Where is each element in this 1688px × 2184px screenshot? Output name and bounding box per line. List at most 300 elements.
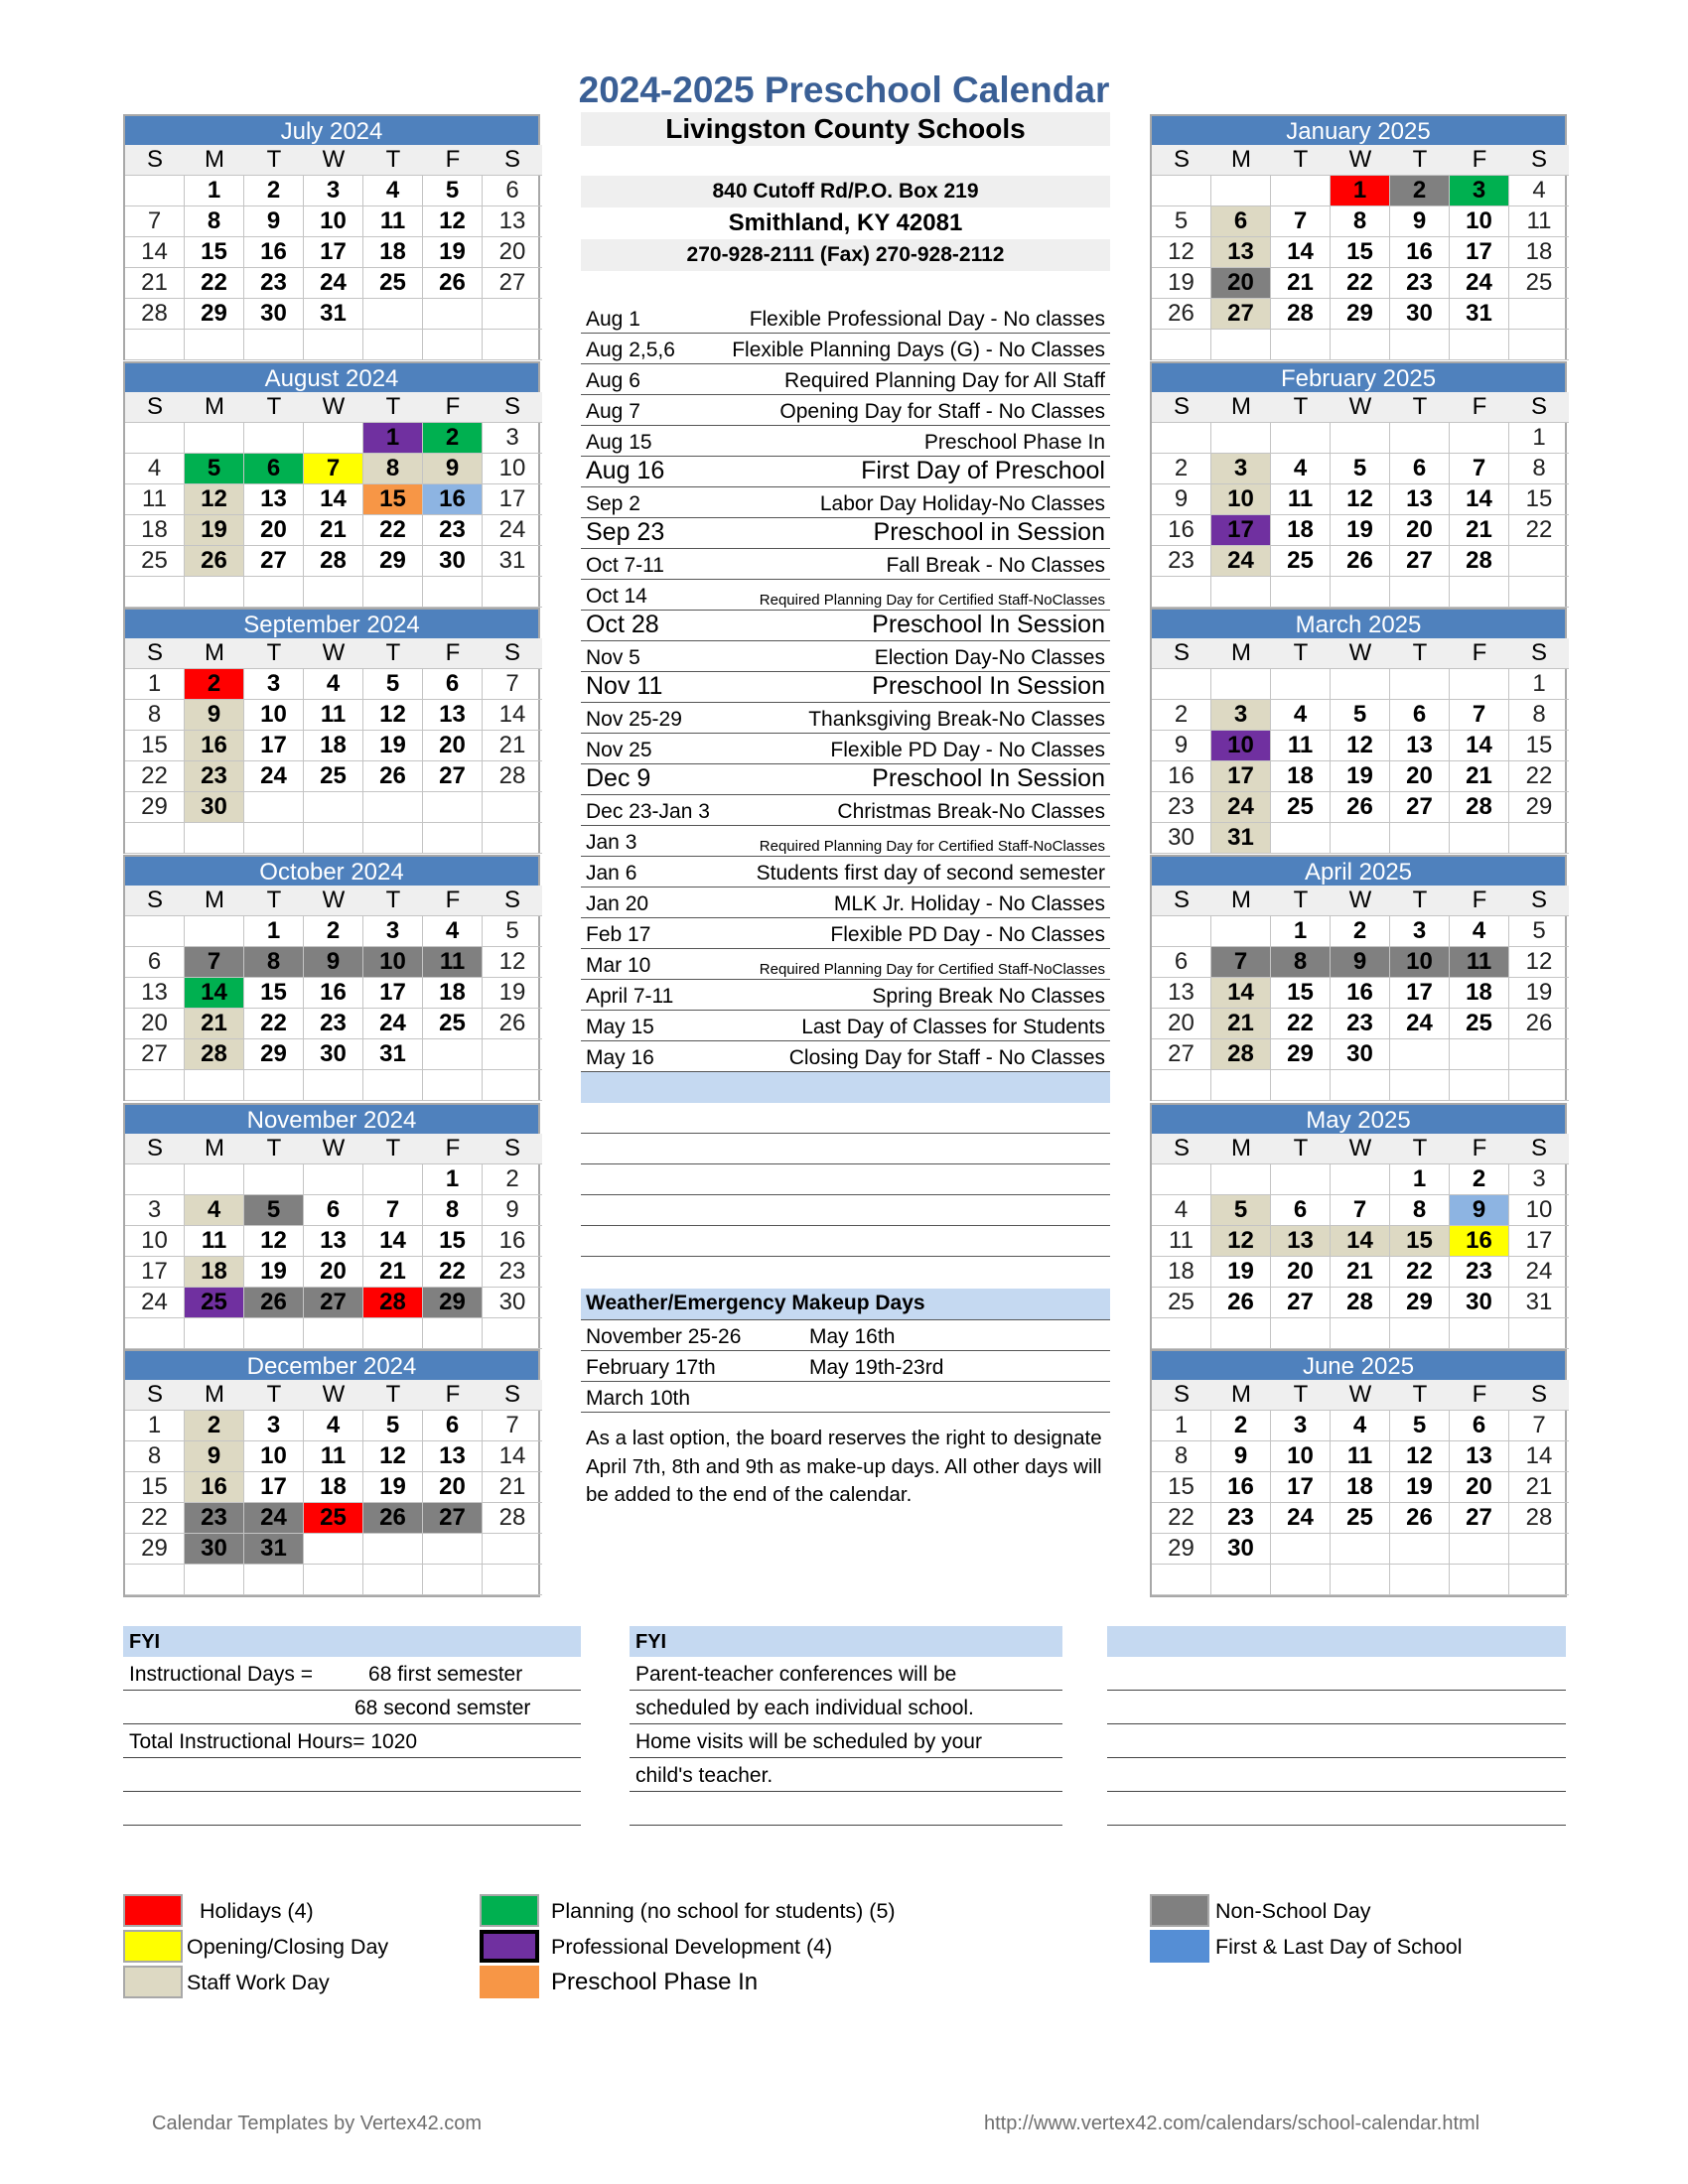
event-date: Aug 2,5,6 bbox=[586, 339, 675, 361]
weekday-label: S bbox=[1152, 638, 1211, 669]
empty-day bbox=[483, 1039, 542, 1070]
empty-day bbox=[1211, 669, 1271, 700]
weekday-label: T bbox=[244, 1380, 304, 1411]
weekday-label: T bbox=[1271, 1134, 1331, 1164]
empty-day bbox=[363, 330, 423, 360]
event-date: April 7-11 bbox=[586, 985, 674, 1008]
event-date: Jan 6 bbox=[586, 862, 637, 885]
calendar-day: 16 bbox=[185, 1472, 244, 1503]
empty-day bbox=[363, 1565, 423, 1595]
empty-day bbox=[1509, 546, 1569, 577]
empty-day bbox=[1509, 577, 1569, 608]
weekday-label: T bbox=[363, 1134, 423, 1164]
calendar-day: 15 bbox=[244, 978, 304, 1009]
empty-day bbox=[244, 1565, 304, 1595]
calendar-day: 18 bbox=[1331, 1472, 1390, 1503]
calendar-day: 10 bbox=[1271, 1441, 1331, 1472]
month-calendar-november-2024 bbox=[123, 1103, 540, 1349]
calendar-day: 8 bbox=[244, 947, 304, 978]
calendar-day: 16 bbox=[1152, 515, 1211, 546]
empty-day bbox=[1331, 577, 1390, 608]
event-description: Spring Break No Classes bbox=[872, 985, 1105, 1008]
event-description: Election Day-No Classes bbox=[874, 646, 1105, 669]
calendar-day: 2 bbox=[1390, 176, 1450, 206]
school-phone: 270-928-2111 (Fax) 270-928-2112 bbox=[581, 239, 1110, 271]
makeup-days-section bbox=[581, 1289, 1110, 1510]
footer-link[interactable]: http://www.vertex42.com/calendars/school-calendar.html bbox=[984, 2113, 1480, 2134]
weekday-label: T bbox=[1390, 145, 1450, 176]
empty-day bbox=[1271, 423, 1331, 454]
calendar-day: 18 bbox=[1271, 515, 1331, 546]
calendar-day: 19 bbox=[423, 237, 483, 268]
calendar-day: 10 bbox=[244, 1441, 304, 1472]
makeup-note: As a last option, the board reserves the right to designate April 7th, 8th and 9th as make-up days. All other days will be added to the end of the calendar. bbox=[586, 1427, 1102, 1506]
empty-day bbox=[1390, 1565, 1450, 1595]
calendar-day: 5 bbox=[244, 1195, 304, 1226]
empty-day bbox=[125, 330, 185, 360]
calendar-day: 2 bbox=[483, 1164, 542, 1195]
blank-line bbox=[581, 1226, 1110, 1257]
empty-day bbox=[1450, 823, 1509, 854]
calendar-day: 21 bbox=[363, 1257, 423, 1288]
calendar-day: 12 bbox=[244, 1226, 304, 1257]
event-description: Last Day of Classes for Students bbox=[801, 1016, 1105, 1038]
calendar-day: 12 bbox=[1390, 1441, 1450, 1472]
calendar-day: 19 bbox=[1331, 761, 1390, 792]
empty-day bbox=[363, 823, 423, 854]
calendar-day: 15 bbox=[1509, 484, 1569, 515]
month-title: August 2024 bbox=[123, 361, 540, 392]
weekday-label: M bbox=[1211, 1380, 1271, 1411]
calendar-day: 11 bbox=[304, 700, 363, 731]
calendar-day: 28 bbox=[483, 761, 542, 792]
event-description: Opening Day for Staff - No Classes bbox=[779, 400, 1105, 423]
calendar-day: 21 bbox=[304, 515, 363, 546]
event-description: Closing Day for Staff - No Classes bbox=[788, 1046, 1105, 1069]
month-grid bbox=[1150, 886, 1567, 1101]
calendar-day: 23 bbox=[304, 1009, 363, 1039]
calendar-day: 26 bbox=[483, 1009, 542, 1039]
calendar-day: 29 bbox=[185, 299, 244, 330]
calendar-day: 25 bbox=[363, 268, 423, 299]
event-row bbox=[581, 734, 1110, 764]
calendar-day: 6 bbox=[244, 454, 304, 484]
empty-day bbox=[304, 577, 363, 608]
calendar-day: 8 bbox=[1509, 700, 1569, 731]
weekday-label: M bbox=[1211, 145, 1271, 176]
legend-planning: Planning (no school for students) (5) bbox=[551, 1899, 896, 1923]
calendar-day: 27 bbox=[423, 1503, 483, 1534]
calendar-day: 7 bbox=[1450, 700, 1509, 731]
calendar-day: 22 bbox=[1509, 761, 1569, 792]
calendar-day: 23 bbox=[483, 1257, 542, 1288]
weekday-label: T bbox=[363, 1380, 423, 1411]
calendar-day: 17 bbox=[363, 978, 423, 1009]
empty-day bbox=[185, 823, 244, 854]
calendar-day: 7 bbox=[1509, 1411, 1569, 1441]
notes-line bbox=[1107, 1691, 1566, 1724]
month-calendar-june-2025 bbox=[1150, 1349, 1567, 1597]
event-description: Preschool In Session bbox=[872, 611, 1105, 638]
fyi-line: Parent-teacher conferences will be bbox=[635, 1663, 957, 1686]
calendar-day: 21 bbox=[483, 731, 542, 761]
calendar-day: 3 bbox=[1390, 916, 1450, 947]
calendar-day: 15 bbox=[125, 731, 185, 761]
calendar-day: 10 bbox=[125, 1226, 185, 1257]
calendar-day: 13 bbox=[244, 484, 304, 515]
event-date: Aug 15 bbox=[586, 431, 652, 454]
calendar-day: 21 bbox=[185, 1009, 244, 1039]
calendar-day: 13 bbox=[125, 978, 185, 1009]
calendar-day: 20 bbox=[304, 1257, 363, 1288]
weekday-label: S bbox=[483, 638, 542, 669]
school-address: 840 Cutoff Rd/P.O. Box 219 bbox=[581, 176, 1110, 207]
empty-day bbox=[1450, 423, 1509, 454]
empty-day bbox=[1271, 669, 1331, 700]
legend-swatch-opening bbox=[123, 1930, 183, 1963]
weekday-label: S bbox=[1152, 1134, 1211, 1164]
calendar-day: 1 bbox=[1152, 1411, 1211, 1441]
event-row bbox=[581, 641, 1110, 672]
empty-day bbox=[1152, 423, 1211, 454]
empty-day bbox=[483, 1070, 542, 1101]
empty-day bbox=[363, 1534, 423, 1565]
event-row bbox=[581, 364, 1110, 395]
calendar-day: 10 bbox=[1450, 206, 1509, 237]
calendar-day: 6 bbox=[423, 669, 483, 700]
calendar-day: 23 bbox=[185, 761, 244, 792]
weekday-label: W bbox=[1331, 638, 1390, 669]
event-date: Aug 6 bbox=[586, 369, 640, 392]
calendar-day: 27 bbox=[1390, 546, 1450, 577]
weekday-label: F bbox=[423, 1134, 483, 1164]
fyi-line: child's teacher. bbox=[635, 1764, 774, 1787]
calendar-day: 17 bbox=[483, 484, 542, 515]
calendar-day: 30 bbox=[244, 299, 304, 330]
event-date: Sep 23 bbox=[586, 518, 665, 546]
calendar-day: 15 bbox=[1271, 978, 1331, 1009]
month-calendar-april-2025 bbox=[1150, 855, 1567, 1101]
calendar-day: 3 bbox=[244, 1411, 304, 1441]
empty-day bbox=[1152, 669, 1211, 700]
calendar-day: 31 bbox=[304, 299, 363, 330]
month-calendar-july-2024 bbox=[123, 114, 540, 360]
calendar-day: 8 bbox=[363, 454, 423, 484]
makeup-date: May 19th-23rd bbox=[809, 1356, 944, 1379]
weekday-label: S bbox=[483, 1380, 542, 1411]
makeup-date: February 17th bbox=[586, 1356, 716, 1379]
calendar-day: 29 bbox=[1390, 1288, 1450, 1318]
weekday-label: W bbox=[304, 1380, 363, 1411]
empty-day bbox=[185, 423, 244, 454]
month-calendar-may-2025 bbox=[1150, 1103, 1567, 1349]
notes-line bbox=[1107, 1657, 1566, 1691]
empty-day bbox=[1211, 916, 1271, 947]
calendar-day: 14 bbox=[1509, 1441, 1569, 1472]
calendar-day: 14 bbox=[1271, 237, 1331, 268]
empty-day bbox=[1271, 330, 1331, 360]
weekday-label: S bbox=[1509, 886, 1569, 916]
calendar-day: 1 bbox=[1390, 1164, 1450, 1195]
empty-day bbox=[304, 330, 363, 360]
calendar-day: 3 bbox=[363, 916, 423, 947]
empty-day bbox=[125, 1070, 185, 1101]
calendar-day: 5 bbox=[1509, 916, 1569, 947]
event-description: Required Planning Day for Certified Staff-NoClasses bbox=[759, 961, 1105, 978]
makeup-date: March 10th bbox=[586, 1387, 691, 1410]
calendar-day: 29 bbox=[1509, 792, 1569, 823]
empty-day bbox=[244, 577, 304, 608]
calendar-day: 1 bbox=[125, 669, 185, 700]
fyi-instructional bbox=[123, 1626, 581, 1826]
calendar-day: 23 bbox=[1331, 1009, 1390, 1039]
event-date: Jan 3 bbox=[586, 831, 637, 854]
calendar-day: 22 bbox=[1152, 1503, 1211, 1534]
calendar-day: 21 bbox=[1509, 1472, 1569, 1503]
calendar-day: 31 bbox=[1509, 1288, 1569, 1318]
calendar-day: 22 bbox=[423, 1257, 483, 1288]
calendar-day: 9 bbox=[1152, 731, 1211, 761]
event-date: Nov 25 bbox=[586, 739, 652, 761]
empty-day bbox=[304, 1565, 363, 1595]
calendar-day: 16 bbox=[1331, 978, 1390, 1009]
weekday-label: T bbox=[1271, 1380, 1331, 1411]
calendar-day: 30 bbox=[1152, 823, 1211, 854]
empty-day bbox=[423, 1070, 483, 1101]
empty-day bbox=[1390, 330, 1450, 360]
calendar-day: 24 bbox=[363, 1009, 423, 1039]
calendar-day: 13 bbox=[1390, 731, 1450, 761]
calendar-day: 28 bbox=[483, 1503, 542, 1534]
empty-day bbox=[1331, 823, 1390, 854]
calendar-day: 9 bbox=[304, 947, 363, 978]
calendar-day: 14 bbox=[185, 978, 244, 1009]
calendar-day: 9 bbox=[423, 454, 483, 484]
calendar-day: 5 bbox=[483, 916, 542, 947]
calendar-day: 13 bbox=[483, 206, 542, 237]
instructional-hours: Total Instructional Hours= 1020 bbox=[129, 1730, 418, 1753]
calendar-day: 8 bbox=[185, 206, 244, 237]
month-grid bbox=[1150, 145, 1567, 360]
weekday-label: F bbox=[423, 638, 483, 669]
calendar-day: 5 bbox=[363, 669, 423, 700]
empty-day bbox=[363, 792, 423, 823]
blank-line bbox=[581, 1103, 1110, 1134]
month-grid bbox=[1150, 392, 1567, 608]
empty-day bbox=[483, 299, 542, 330]
calendar-day: 2 bbox=[1211, 1411, 1271, 1441]
empty-day bbox=[1152, 1565, 1211, 1595]
weekday-label: S bbox=[125, 886, 185, 916]
calendar-day: 23 bbox=[1152, 546, 1211, 577]
calendar-day: 17 bbox=[1450, 237, 1509, 268]
weekday-label: F bbox=[1450, 638, 1509, 669]
weekday-label: S bbox=[483, 145, 542, 176]
calendar-day: 24 bbox=[483, 515, 542, 546]
calendar-day: 17 bbox=[304, 237, 363, 268]
calendar-day: 15 bbox=[1509, 731, 1569, 761]
empty-day bbox=[1331, 423, 1390, 454]
calendar-day: 19 bbox=[1509, 978, 1569, 1009]
event-row bbox=[581, 703, 1110, 734]
calendar-day: 17 bbox=[1211, 515, 1271, 546]
calendar-day: 24 bbox=[1211, 546, 1271, 577]
empty-day bbox=[1331, 1565, 1390, 1595]
month-grid bbox=[123, 392, 540, 608]
calendar-day: 27 bbox=[1211, 299, 1271, 330]
empty-day bbox=[1211, 1164, 1271, 1195]
event-date: Oct 14 bbox=[586, 585, 647, 608]
calendar-day: 16 bbox=[1152, 761, 1211, 792]
empty-day bbox=[125, 823, 185, 854]
empty-day bbox=[1271, 1070, 1331, 1101]
calendar-day: 7 bbox=[483, 669, 542, 700]
calendar-day: 3 bbox=[483, 423, 542, 454]
calendar-day: 15 bbox=[185, 237, 244, 268]
weekday-label: S bbox=[1509, 1134, 1569, 1164]
empty-day bbox=[1390, 423, 1450, 454]
calendar-day: 2 bbox=[185, 1411, 244, 1441]
calendar-day: 18 bbox=[1450, 978, 1509, 1009]
calendar-day: 13 bbox=[1271, 1226, 1331, 1257]
event-description: Flexible Planning Days (G) - No Classes bbox=[732, 339, 1105, 361]
empty-day bbox=[483, 823, 542, 854]
calendar-day: 6 bbox=[125, 947, 185, 978]
calendar-day: 2 bbox=[1450, 1164, 1509, 1195]
calendar-day: 20 bbox=[483, 237, 542, 268]
empty-day bbox=[304, 1534, 363, 1565]
month-title: July 2024 bbox=[123, 114, 540, 145]
weekday-label: W bbox=[304, 886, 363, 916]
calendar-day: 28 bbox=[1450, 546, 1509, 577]
calendar-day: 4 bbox=[1152, 1195, 1211, 1226]
weekday-label: T bbox=[244, 392, 304, 423]
fyi-notes bbox=[630, 1626, 1062, 1826]
empty-day bbox=[185, 330, 244, 360]
calendar-day: 24 bbox=[1271, 1503, 1331, 1534]
weekday-label: S bbox=[1152, 145, 1211, 176]
calendar-day: 5 bbox=[363, 1411, 423, 1441]
weekday-label: M bbox=[1211, 1134, 1271, 1164]
empty-day bbox=[1152, 1318, 1211, 1349]
makeup-date: November 25-26 bbox=[586, 1325, 742, 1348]
empty-day bbox=[423, 577, 483, 608]
calendar-day: 27 bbox=[1390, 792, 1450, 823]
weekday-label: S bbox=[1509, 638, 1569, 669]
calendar-day: 30 bbox=[1390, 299, 1450, 330]
calendar-day: 14 bbox=[1211, 978, 1271, 1009]
empty-day bbox=[1271, 823, 1331, 854]
event-date: Aug 7 bbox=[586, 400, 640, 423]
calendar-day: 27 bbox=[1152, 1039, 1211, 1070]
calendar-day: 26 bbox=[1211, 1288, 1271, 1318]
calendar-day: 7 bbox=[1331, 1195, 1390, 1226]
calendar-day: 30 bbox=[185, 792, 244, 823]
fyi-line: scheduled by each individual school. bbox=[635, 1697, 974, 1719]
calendar-day: 15 bbox=[1152, 1472, 1211, 1503]
empty-day bbox=[1271, 1534, 1331, 1565]
calendar-day: 8 bbox=[125, 1441, 185, 1472]
empty-day bbox=[1331, 1164, 1390, 1195]
event-description: Preschool In Session bbox=[872, 672, 1105, 700]
calendar-day: 25 bbox=[304, 1503, 363, 1534]
empty-day bbox=[1331, 669, 1390, 700]
calendar-day: 7 bbox=[1450, 454, 1509, 484]
empty-day bbox=[1450, 1534, 1509, 1565]
calendar-day: 10 bbox=[363, 947, 423, 978]
makeup-row bbox=[581, 1351, 1110, 1382]
weekday-label: W bbox=[1331, 1134, 1390, 1164]
event-date: Aug 16 bbox=[586, 457, 665, 484]
calendar-day: 2 bbox=[185, 669, 244, 700]
calendar-day: 10 bbox=[1509, 1195, 1569, 1226]
weekday-label: T bbox=[244, 1134, 304, 1164]
calendar-day: 25 bbox=[423, 1009, 483, 1039]
empty-day bbox=[483, 1318, 542, 1349]
calendar-day: 25 bbox=[1271, 546, 1331, 577]
event-date: Dec 9 bbox=[586, 764, 651, 792]
calendar-day: 2 bbox=[1152, 454, 1211, 484]
calendar-day: 21 bbox=[483, 1472, 542, 1503]
calendar-day: 31 bbox=[363, 1039, 423, 1070]
weekday-label: M bbox=[1211, 638, 1271, 669]
fyi-row bbox=[123, 1691, 581, 1724]
calendar-day: 3 bbox=[244, 669, 304, 700]
calendar-day: 12 bbox=[1152, 237, 1211, 268]
calendar-day: 11 bbox=[1152, 1226, 1211, 1257]
weekday-label: S bbox=[483, 886, 542, 916]
empty-day bbox=[423, 330, 483, 360]
calendar-day: 15 bbox=[363, 484, 423, 515]
month-calendar-december-2024 bbox=[123, 1349, 540, 1597]
calendar-day: 24 bbox=[1211, 792, 1271, 823]
empty-day bbox=[363, 1070, 423, 1101]
calendar-day: 19 bbox=[1390, 1472, 1450, 1503]
calendar-day: 15 bbox=[423, 1226, 483, 1257]
event-description: Thanksgiving Break-No Classes bbox=[808, 708, 1105, 731]
weekday-label: T bbox=[363, 145, 423, 176]
month-grid bbox=[1150, 638, 1567, 854]
calendar-day: 31 bbox=[1450, 299, 1509, 330]
calendar-day: 18 bbox=[185, 1257, 244, 1288]
weekday-label: F bbox=[423, 1380, 483, 1411]
calendar-day: 14 bbox=[363, 1226, 423, 1257]
empty-day bbox=[1509, 1565, 1569, 1595]
calendar-day: 13 bbox=[1450, 1441, 1509, 1472]
calendar-day: 18 bbox=[125, 515, 185, 546]
calendar-day: 27 bbox=[423, 761, 483, 792]
calendar-day: 21 bbox=[1271, 268, 1331, 299]
notes-line bbox=[1107, 1758, 1566, 1792]
event-description: Required Planning Day for Certified Staff-NoClasses bbox=[759, 838, 1105, 855]
calendar-day: 12 bbox=[1331, 731, 1390, 761]
weekday-label: S bbox=[125, 145, 185, 176]
calendar-day: 23 bbox=[1211, 1503, 1271, 1534]
calendar-day: 26 bbox=[185, 546, 244, 577]
event-row bbox=[581, 457, 1110, 487]
calendar-day: 1 bbox=[244, 916, 304, 947]
calendar-day: 17 bbox=[244, 731, 304, 761]
calendar-day: 9 bbox=[1450, 1195, 1509, 1226]
calendar-day: 24 bbox=[244, 761, 304, 792]
legend-holiday: Holidays (4) bbox=[200, 1899, 314, 1923]
events-divider-bar bbox=[581, 1072, 1110, 1103]
calendar-day: 21 bbox=[125, 268, 185, 299]
calendar-day: 14 bbox=[125, 237, 185, 268]
empty-day bbox=[1152, 1164, 1211, 1195]
month-calendar-september-2024 bbox=[123, 608, 540, 854]
calendar-day: 6 bbox=[1271, 1195, 1331, 1226]
